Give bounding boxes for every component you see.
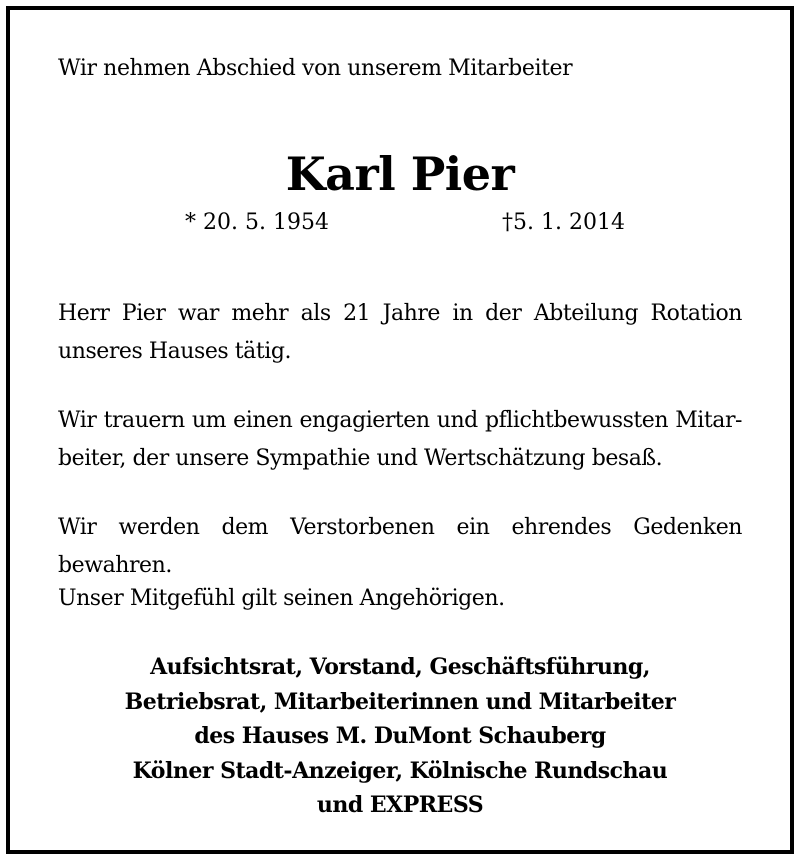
signature-line: Kölner Stadt-Anzeiger, Kölnische Rundschau bbox=[132, 757, 668, 784]
signature-line: Aufsichtsrat, Vorstand, Geschäftsführung, bbox=[150, 654, 650, 680]
signature-line: des Hauses M. DuMont Schauberg bbox=[194, 723, 606, 749]
obituary-content bbox=[58, 10, 742, 850]
paragraph-mourning bbox=[58, 402, 742, 478]
deceased-name: Karl Pier bbox=[285, 147, 515, 201]
paragraph-condolence: Unser Mitgefühl gilt seinen Angehörigen. bbox=[58, 586, 505, 611]
signature-block bbox=[58, 650, 742, 823]
paragraph-mourning-text: Wir trauern um einen engagierten und pflichtbewussten Mitar-beiter, der unsere Sympathie und Wertschätzung besaß. bbox=[58, 408, 742, 471]
birth-date: * 20. 5. 1954 bbox=[185, 210, 329, 235]
paragraph-service: Herr Pier war mehr als 21 Jahre in der Abteilung Rotation unseres Hauses tätig. bbox=[58, 301, 742, 364]
signature-line: Betriebsrat, Mitarbeiterinnen und Mitarbeiter bbox=[124, 688, 676, 715]
death-date: †5. 1. 2014 bbox=[502, 210, 625, 235]
paragraph-remembrance: Wir werden dem Verstorbenen ein ehrendes Gedenken bewahren. bbox=[58, 515, 742, 578]
intro-text: Wir nehmen Abschied von unserem Mitarbeiter bbox=[58, 56, 573, 81]
signature-line: und EXPRESS bbox=[316, 792, 484, 818]
obituary-frame bbox=[6, 6, 794, 854]
